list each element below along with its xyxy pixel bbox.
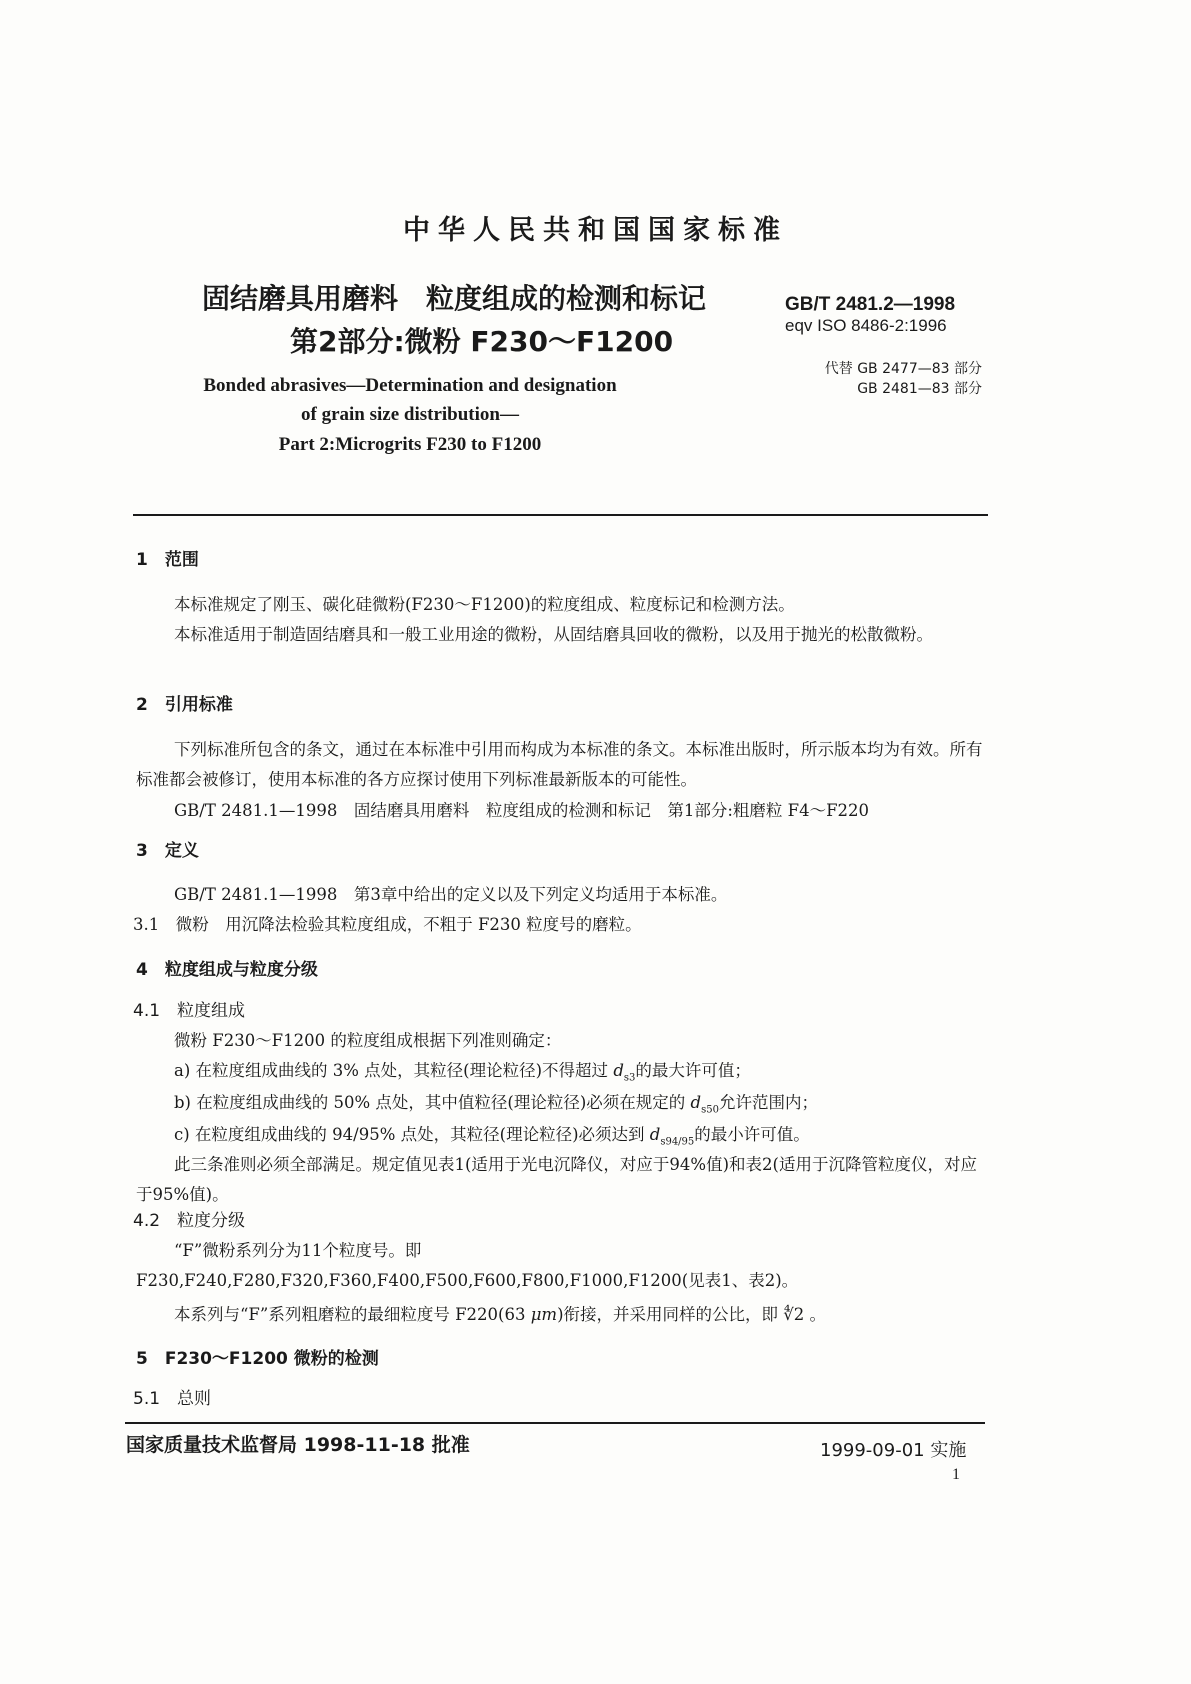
subsection-5-1-heading: 5.1 总则 (133, 1389, 212, 1409)
section-3-para-1: GB/T 2481.1—1998 第3章中给出的定义以及下列定义均适用于本标准。 (174, 885, 728, 904)
title-cn-line1: 固结磨具用磨料 粒度组成的检测和标记 (202, 282, 707, 315)
criterion-a-subscript: s3 (623, 1072, 636, 1084)
subsection-4-2-heading: 4.2 粒度分级 (133, 1211, 246, 1231)
standard-number-block (785, 294, 955, 336)
criterion-b-symbol: d (690, 1093, 702, 1112)
criterion-b-suffix: 允许范围内； (718, 1093, 818, 1112)
section-4-2-para-2 (174, 1300, 826, 1330)
title-cn-line2: 第2部分:微粉 F230～F1200 (290, 325, 674, 358)
section-1-para-1: 本标准规定了刚玉、碳化硅微粉(F230～F1200)的粒度组成、粒度标记和检测方法。 (174, 595, 795, 614)
header-rule (133, 514, 988, 516)
footer-rule (125, 1422, 985, 1424)
replaces-line-1: 代替 GB 2477—83 部分 (824, 361, 982, 377)
equivalent-standard: eqv ISO 8486-2:1996 (785, 316, 947, 335)
section-2-heading: 2 引用标准 (136, 695, 233, 715)
section-4-2-para-1: “F”微粉系列分为11个粒度号。即 F230,F240,F280,F320,F360,F400,F500,F600,F800,F1000,F1200(见表1、表2)。 (136, 1241, 799, 1290)
criterion-c-text: c) 在粒度组成曲线的 94/95% 点处，其粒径(理论粒径)必须达到 (174, 1125, 650, 1144)
criterion-c-subscript: s94/95 (660, 1136, 695, 1148)
section-4-2-para-2-text: 本系列与“F”系列粗磨粒的最细粒度号 F220(63 (174, 1305, 531, 1324)
section-2-para-1: 下列标准所包含的条文，通过在本标准中引用而构成为本标准的条文。本标准出版时，所示版本均为有效。所有标准都会被修订，使用本标准的各方应探讨使用下列标准最新版本的可能性。 (136, 740, 983, 789)
section-3-heading: 3 定义 (136, 841, 199, 861)
section-4-heading: 4 粒度组成与粒度分级 (136, 960, 318, 980)
title-en-line2: of grain size distribution— (301, 404, 519, 425)
criterion-a-symbol: d (613, 1061, 624, 1080)
approval-line: 国家质量技术监督局 1998-11-18 批准 (126, 1434, 470, 1456)
criterion-c-symbol: d (649, 1125, 661, 1144)
section-1-para-2: 本标准适用于制造固结磨具和一般工业用途的微粉，从固结磨具回收的微粉，以及用于抛光的松散微粉。 (174, 625, 933, 644)
effective-date: 1999-09-01 实施 (820, 1440, 967, 1461)
standard-number: GB/T 2481.2—1998 (785, 294, 956, 315)
national-standard-heading: 中华人民共和国国家标准 (403, 215, 788, 246)
replaces-line-2: GB 2481—83 部分 (857, 381, 982, 397)
subsection-4-1-heading: 4.1 粒度组成 (133, 1001, 246, 1021)
page-number: 1 (952, 1466, 960, 1483)
micrometre-unit: μm (530, 1305, 558, 1324)
section-4-1-intro: 微粉 F230～F1200 的粒度组成根据下列准则确定： (174, 1031, 562, 1050)
title-en-line3: Part 2:Microgrits F230 to F1200 (278, 434, 542, 455)
section-5-heading: 5 F230～F1200 微粉的检测 (136, 1349, 379, 1369)
criterion-b-subscript: s50 (701, 1104, 719, 1116)
criterion-b-text: b) 在粒度组成曲线的 50% 点处，其中值粒径(理论粒径)必须在规定的 (174, 1093, 691, 1112)
criterion-a-suffix: 的最大许可值； (635, 1061, 751, 1080)
criterion-a-text: a) 在粒度组成曲线的 3% 点处，其粒径(理论粒径)不得超过 (174, 1061, 614, 1080)
title-en-line1: Bonded abrasives—Determination and designation (203, 375, 617, 396)
section-4-2-para-2-suffix: )衔接，并采用同样的公比，即 ∜2 。 (557, 1305, 827, 1324)
section-4-1-criteria-note: 此三条准则必须全部满足。规定值见表1(适用于光电沉降仪，对应于94%值)和表2(适用于沉降管粒度仪，对应于95%值)。 (136, 1155, 977, 1204)
section-1-heading: 1 范围 (136, 550, 199, 570)
definition-3-1: 3.1 微粉 用沉降法检验其粒度组成，不粗于 F230 粒度号的磨粒。 (133, 915, 642, 934)
section-2-reference: GB/T 2481.1—1998 固结磨具用磨料 粒度组成的检测和标记 第1部分:粗磨粒 F4～F220 (174, 801, 870, 820)
criterion-c-suffix: 的最小许可值。 (694, 1125, 810, 1144)
